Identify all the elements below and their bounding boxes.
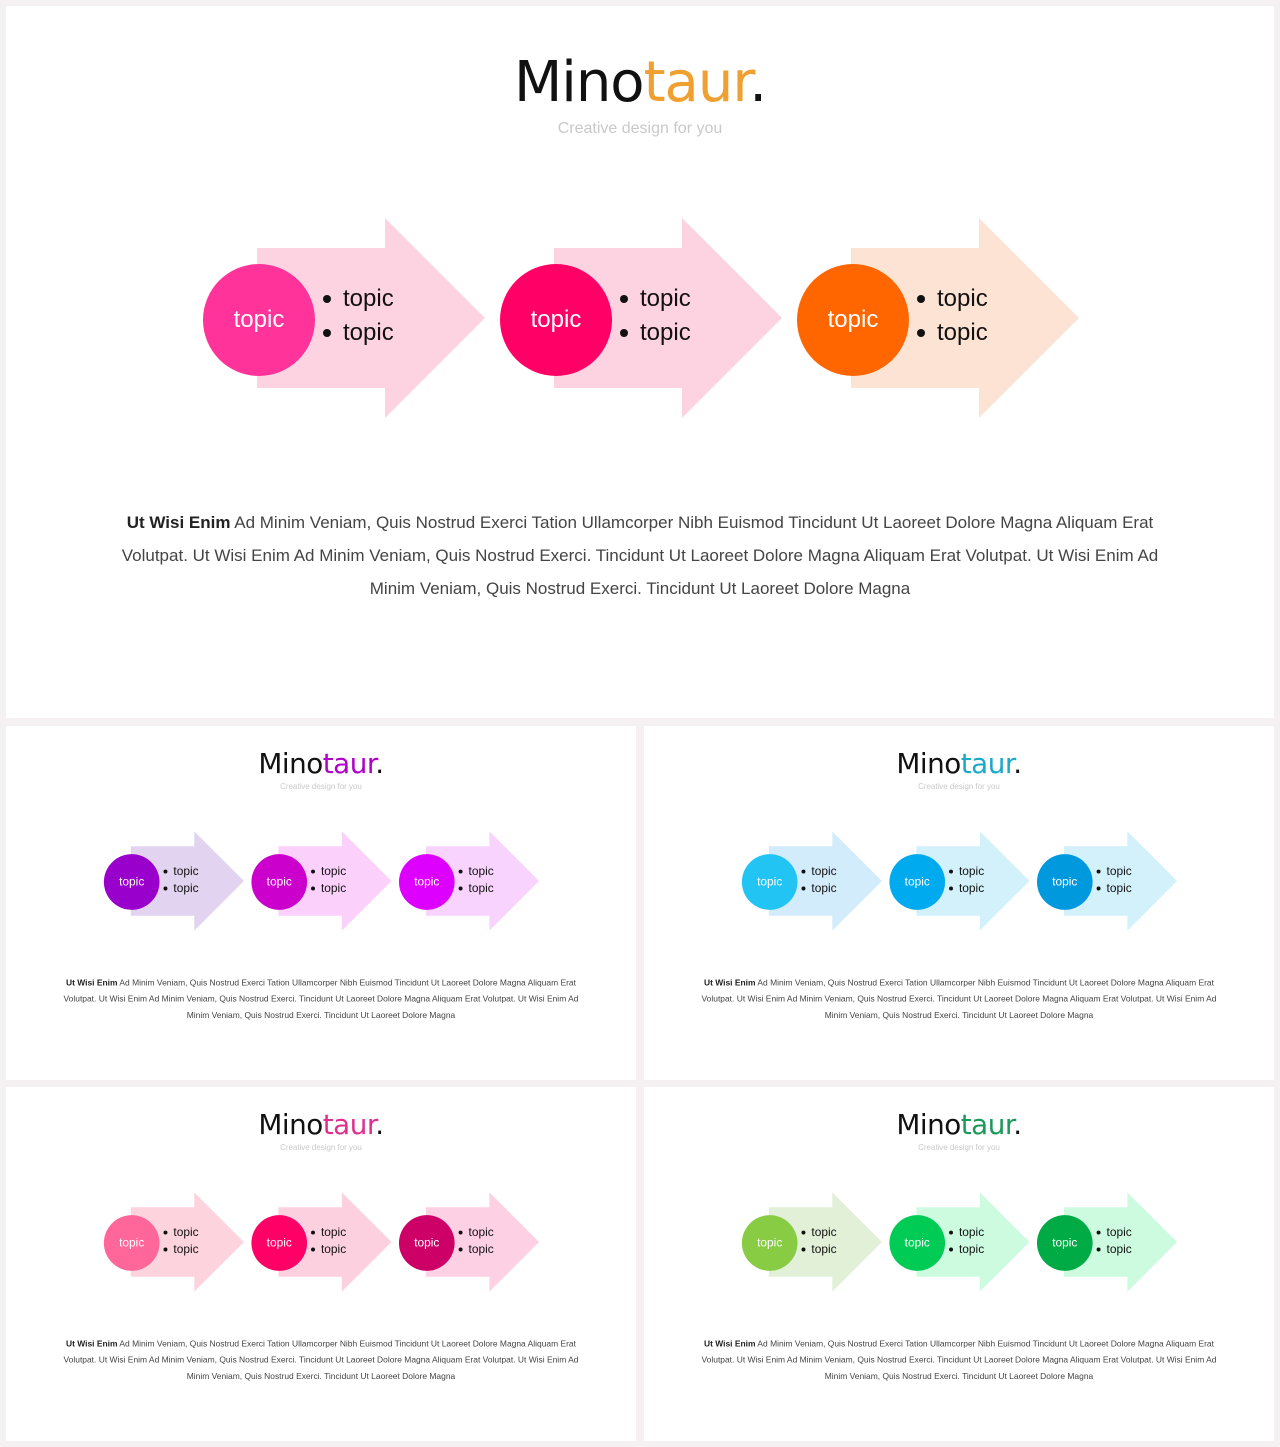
bullet-item: topic (458, 863, 494, 880)
slide-blue (644, 726, 1274, 1080)
brand-dot: . (749, 50, 767, 115)
body-lead: Ut Wisi Enim (65, 1338, 118, 1349)
bullet-item: topic (618, 316, 691, 350)
step-bullets (310, 863, 346, 897)
step-bullets (162, 863, 198, 897)
process-arrows (6, 1087, 636, 1441)
body-lead: Ut Wisi Enim (703, 977, 756, 988)
bullet-item: topic (948, 1224, 984, 1241)
step-circle: topic (104, 854, 160, 910)
brand-tagline: Creative design for you (557, 120, 723, 137)
step-bullets (458, 863, 494, 897)
process-step (104, 1192, 246, 1291)
step-circle: topic (203, 264, 315, 376)
slide-content (6, 1087, 636, 1441)
process-step (399, 831, 541, 930)
step-bullets (948, 1224, 984, 1258)
brand-prefix: Mino (513, 50, 644, 115)
step-bullets (458, 1224, 494, 1258)
step-bullets (618, 282, 691, 350)
step-circle: topic (889, 1215, 945, 1271)
bullet-item: topic (310, 863, 346, 880)
step-circle: topic (251, 854, 307, 910)
body-paragraph (699, 1335, 1220, 1384)
process-arrows (644, 1087, 1274, 1441)
body-lead: Ut Wisi Enim (126, 513, 231, 532)
process-step (1037, 831, 1179, 930)
step-bullets (321, 282, 394, 350)
slide-content (6, 726, 636, 1080)
bullet-item: topic (948, 863, 984, 880)
brand-prefix: Mino (896, 747, 961, 781)
process-step (1037, 1192, 1179, 1291)
bullet-item: topic (948, 880, 984, 897)
bullet-item: topic (162, 1241, 198, 1258)
process-step (251, 1192, 393, 1291)
process-step (203, 218, 489, 418)
step-circle: topic (797, 264, 909, 376)
process-step (797, 218, 1083, 418)
bullet-item: topic (310, 1224, 346, 1241)
slide-content (644, 1087, 1274, 1441)
body-text: Ad Minim Veniam, Quis Nostrud Exerci Tation Ullamcorper Nibh Euismod Tincidunt Ut Laoreet Dolore Magna Aliquam Erat Volutpat. Ut Wisi Enim Ad Minim Veniam, Quis Nostrud Exerci. Tincidunt Ut Laoreet Dolore Magna Aliquam Erat Volutpat. Ut Wisi Enim Ad Minim Veniam, Quis Nostrud Exerci. Tincidunt Ut Laoreet Dolore Magna (121, 513, 1159, 598)
bullet-item: topic (800, 1241, 836, 1258)
process-step (399, 1192, 541, 1291)
process-arrows (644, 726, 1274, 1080)
brand-suffix: taur (322, 747, 376, 781)
body-paragraph (61, 974, 582, 1023)
bullet-item: topic (162, 880, 198, 897)
process-step (500, 218, 786, 418)
process-step (104, 831, 246, 930)
bullet-item: topic (915, 282, 988, 316)
bullet-item: topic (915, 316, 988, 350)
slide-purple (6, 726, 636, 1080)
bullet-item: topic (1096, 1224, 1132, 1241)
body-paragraph (699, 974, 1220, 1023)
bullet-item: topic (1096, 880, 1132, 897)
body-text: Ad Minim Veniam, Quis Nostrud Exerci Tation Ullamcorper Nibh Euismod Tincidunt Ut Laoreet Dolore Magna Aliquam Erat Volutpat. Ut Wisi Enim Ad Minim Veniam, Quis Nostrud Exerci. Tincidunt Ut Laoreet Dolore Magna Aliquam Erat Volutpat. Ut Wisi Enim Ad Minim Veniam, Quis Nostrud Exerci. Tincidunt Ut Laoreet Dolore Magna (701, 1338, 1217, 1382)
brand-dot: . (1013, 747, 1022, 781)
step-circle: topic (742, 854, 798, 910)
brand-tagline: Creative design for you (280, 1143, 362, 1153)
bullet-item: topic (948, 1241, 984, 1258)
process-step (251, 831, 393, 930)
body-lead: Ut Wisi Enim (703, 1338, 756, 1349)
step-bullets (310, 1224, 346, 1258)
bullet-item: topic (1096, 1241, 1132, 1258)
brand-suffix: taur (643, 50, 750, 115)
process-step (742, 1192, 884, 1291)
step-circle: topic (399, 1215, 455, 1271)
step-circle: topic (399, 854, 455, 910)
bullet-item: topic (458, 1241, 494, 1258)
brand-prefix: Mino (258, 1108, 323, 1142)
bullet-item: topic (162, 863, 198, 880)
bullet-item: topic (800, 863, 836, 880)
brand-tagline: Creative design for you (918, 782, 1000, 792)
process-arrows (6, 726, 636, 1080)
process-step (889, 1192, 1031, 1291)
step-circle: topic (889, 854, 945, 910)
step-circle: topic (251, 1215, 307, 1271)
brand-prefix: Mino (896, 1108, 961, 1142)
process-step (889, 831, 1031, 930)
brand-dot: . (1013, 1108, 1022, 1142)
bullet-item: topic (310, 1241, 346, 1258)
slide-green (644, 1087, 1274, 1441)
brand-suffix: taur (322, 1108, 376, 1142)
brand-prefix: Mino (258, 747, 323, 781)
body-paragraph (61, 1335, 582, 1384)
bullet-item: topic (162, 1224, 198, 1241)
bullet-item: topic (800, 880, 836, 897)
body-text: Ad Minim Veniam, Quis Nostrud Exerci Tation Ullamcorper Nibh Euismod Tincidunt Ut Laoreet Dolore Magna Aliquam Erat Volutpat. Ut Wisi Enim Ad Minim Veniam, Quis Nostrud Exerci. Tincidunt Ut Laoreet Dolore Magna Aliquam Erat Volutpat. Ut Wisi Enim Ad Minim Veniam, Quis Nostrud Exerci. Tincidunt Ut Laoreet Dolore Magna (63, 977, 579, 1021)
bullet-item: topic (321, 282, 394, 316)
step-circle: topic (1037, 1215, 1093, 1271)
step-bullets (915, 282, 988, 350)
step-bullets (800, 1224, 836, 1258)
step-bullets (948, 863, 984, 897)
body-text: Ad Minim Veniam, Quis Nostrud Exerci Tation Ullamcorper Nibh Euismod Tincidunt Ut Laoreet Dolore Magna Aliquam Erat Volutpat. Ut Wisi Enim Ad Minim Veniam, Quis Nostrud Exerci. Tincidunt Ut Laoreet Dolore Magna Aliquam Erat Volutpat. Ut Wisi Enim Ad Minim Veniam, Quis Nostrud Exerci. Tincidunt Ut Laoreet Dolore Magna (63, 1338, 579, 1382)
bullet-item: topic (618, 282, 691, 316)
slide-main (6, 6, 1274, 718)
step-circle: topic (1037, 854, 1093, 910)
brand-suffix: taur (960, 747, 1014, 781)
brand-dot: . (375, 1108, 384, 1142)
bullet-item: topic (310, 880, 346, 897)
slide-content (6, 6, 1274, 718)
step-circle: topic (742, 1215, 798, 1271)
step-circle: topic (104, 1215, 160, 1271)
step-bullets (1096, 1224, 1132, 1258)
step-bullets (800, 863, 836, 897)
step-bullets (1096, 863, 1132, 897)
body-lead: Ut Wisi Enim (65, 977, 118, 988)
body-paragraph (116, 506, 1164, 605)
bullet-item: topic (1096, 863, 1132, 880)
brand-tagline: Creative design for you (280, 782, 362, 792)
bullet-item: topic (321, 316, 394, 350)
bullet-item: topic (800, 1224, 836, 1241)
bullet-item: topic (458, 880, 494, 897)
body-text: Ad Minim Veniam, Quis Nostrud Exerci Tation Ullamcorper Nibh Euismod Tincidunt Ut Laoreet Dolore Magna Aliquam Erat Volutpat. Ut Wisi Enim Ad Minim Veniam, Quis Nostrud Exerci. Tincidunt Ut Laoreet Dolore Magna Aliquam Erat Volutpat. Ut Wisi Enim Ad Minim Veniam, Quis Nostrud Exerci. Tincidunt Ut Laoreet Dolore Magna (701, 977, 1217, 1021)
slide-pink (6, 1087, 636, 1441)
process-arrows (6, 6, 1274, 718)
brand-suffix: taur (960, 1108, 1014, 1142)
step-circle: topic (500, 264, 612, 376)
process-step (742, 831, 884, 930)
brand-dot: . (375, 747, 384, 781)
step-bullets (162, 1224, 198, 1258)
slide-content (644, 726, 1274, 1080)
brand-tagline: Creative design for you (918, 1143, 1000, 1153)
bullet-item: topic (458, 1224, 494, 1241)
